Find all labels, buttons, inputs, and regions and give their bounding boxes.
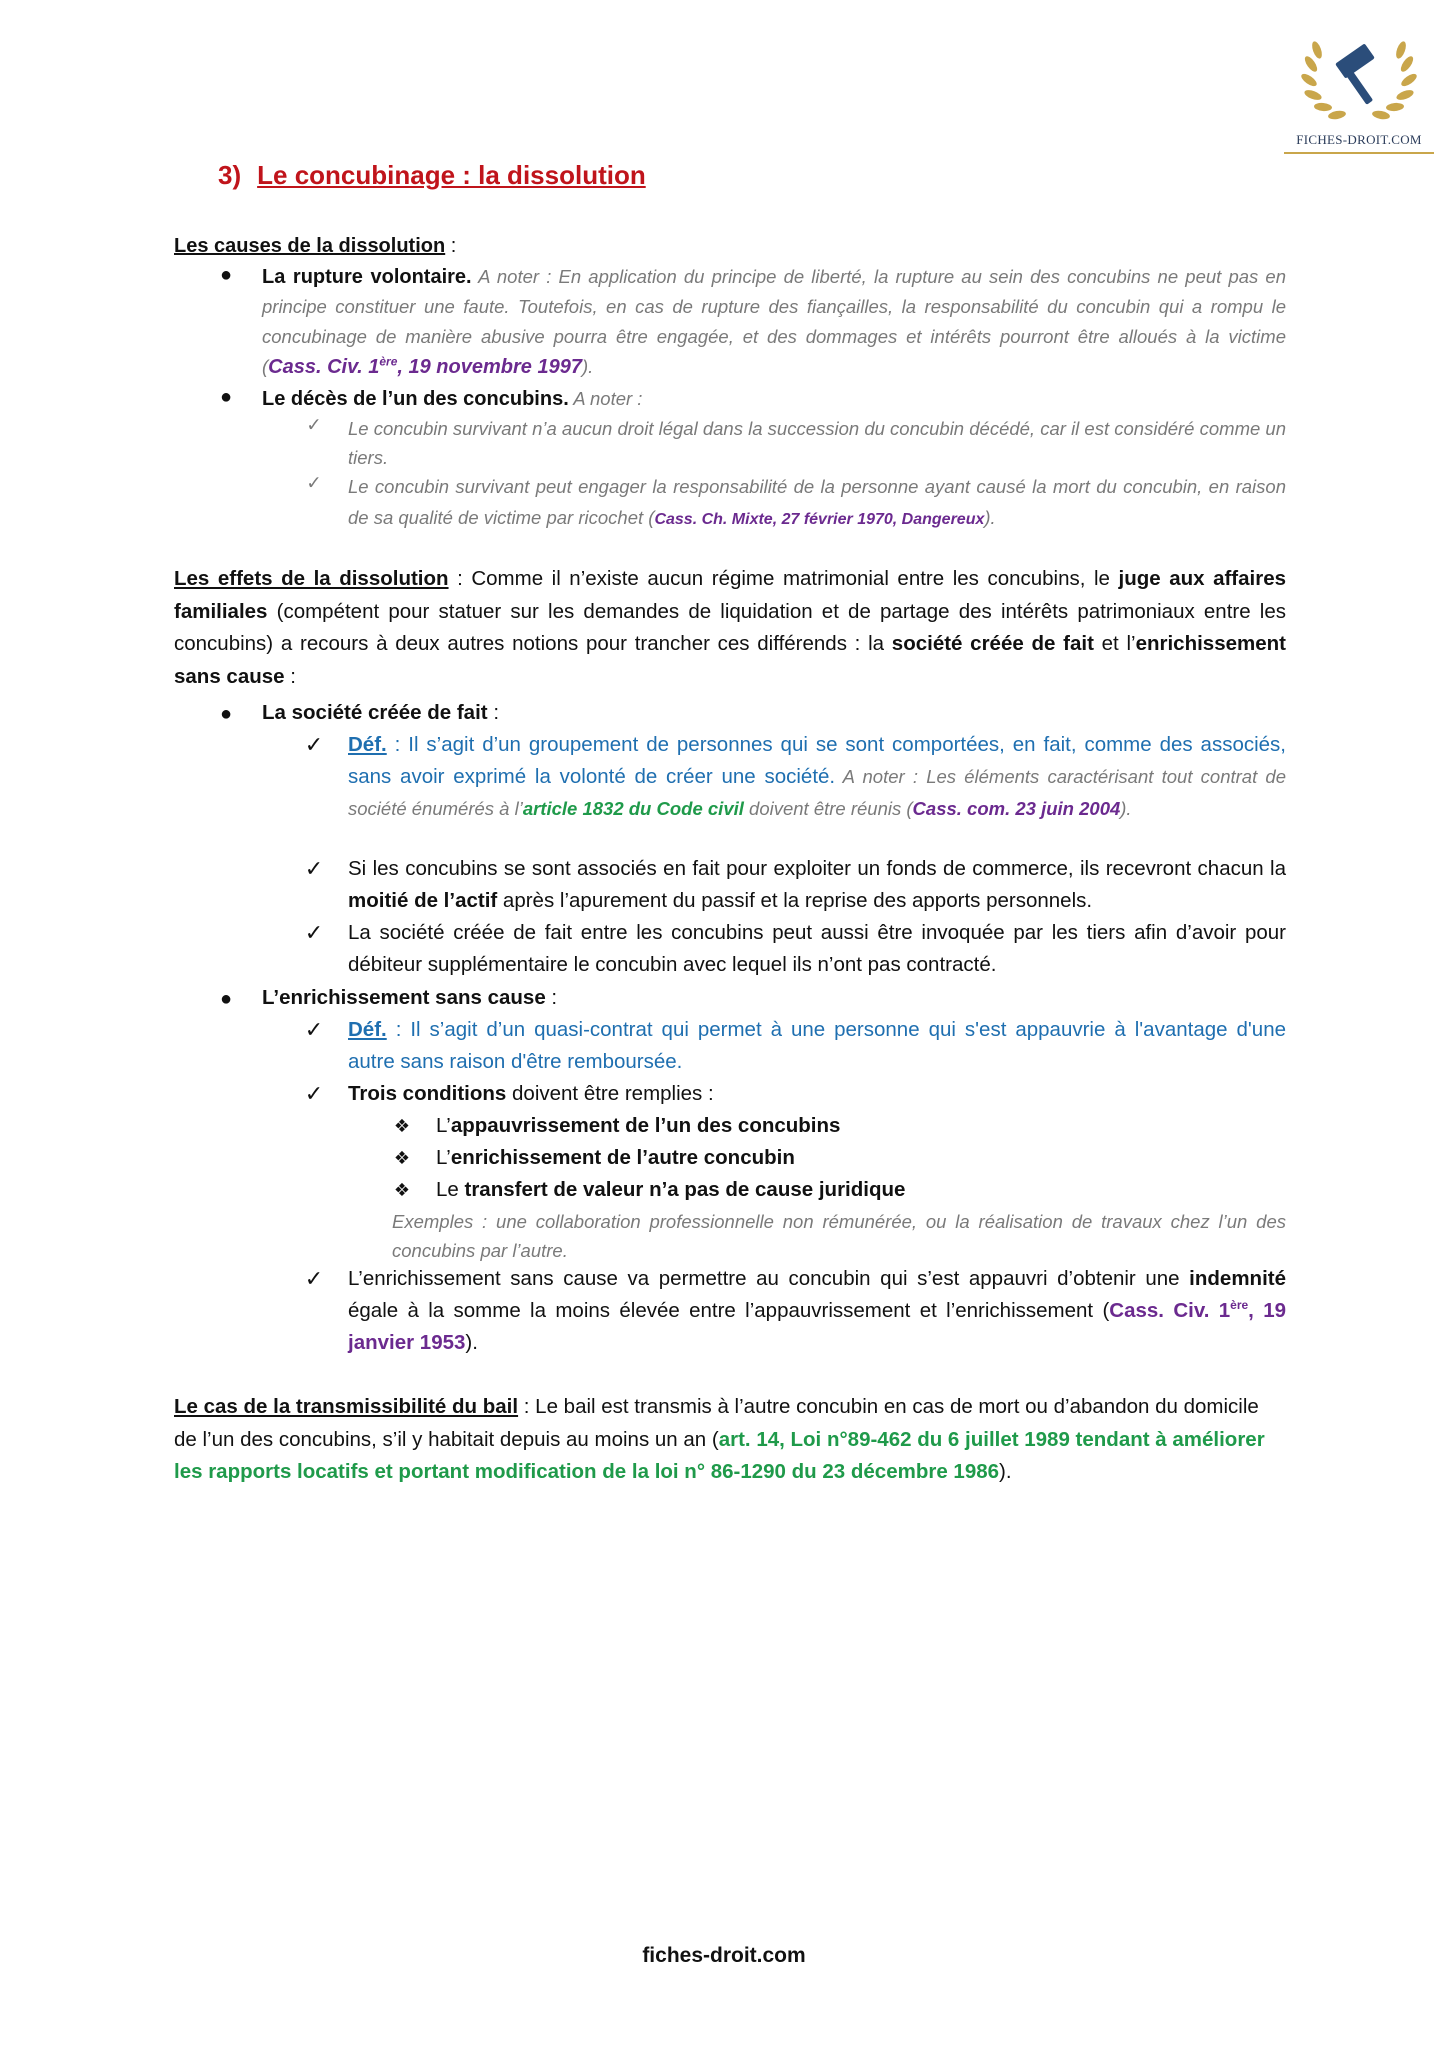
condition-3: ❖ Le transfert de valeur n’a pas de cause juridique bbox=[390, 1174, 1286, 1206]
bullet-icon: ● bbox=[219, 386, 233, 408]
check-icon: ✓ bbox=[306, 472, 322, 493]
condition-1: ❖ L’appauvrissement de l’un des concubins bbox=[390, 1110, 1286, 1142]
citation: Cass. Civ. 1ère, 19 janvier 1953 bbox=[348, 1298, 1287, 1354]
law-reference: art. 14, Loi n°89-462 du 6 juillet 1989 tendant à améliorer les rapports locatifs et portant modification de la loi n° 86-1290 du 23 décembre 1986 bbox=[174, 1427, 1265, 1483]
examples-note: Exemples : une collaboration professionnelle non rémunérée, ou la réalisation de travaux chez l’un des concubins par l’autre. bbox=[392, 1211, 1286, 1261]
check-icon: ✓ bbox=[304, 1017, 324, 1042]
laurel-gavel-icon bbox=[1289, 30, 1429, 130]
page-footer: fiches-droit.com bbox=[642, 1944, 806, 1967]
check-icon: ✓ bbox=[304, 1266, 324, 1291]
enrichissement-indemnite: ✓ L’enrichissement sans cause va permettre au concubin qui s’est appauvri d’obtenir une indemnité égale à la somme la moins élevée entre l’appauvrissement et l’enrichissement (Cass. Civ. 1ère, 19 janvier 1953). bbox=[302, 1263, 1286, 1359]
check-icon: ✓ bbox=[304, 732, 324, 757]
check-icon: ✓ bbox=[304, 856, 324, 881]
check-icon: ✓ bbox=[304, 920, 324, 945]
list-item-rupture: ● La rupture volontaire. A noter : En application du principe de liberté, la rupture au sein des concubins ne peut pas en principe constituer une faute. Toutefois, en cas de rupture des fiançailles, la responsabilité du concubin qui a rompu le concubinage de manière abusive pourra être engagée, et des dommages et intérêts pourront être alloués à la victime (Cass. Civ. 1ère, 19 novembre 1997). bbox=[216, 262, 1286, 382]
list-item-societe: ● La société créée de fait : bbox=[216, 697, 1286, 729]
section-title bbox=[218, 160, 646, 191]
section-title-text: Le concubinage : la dissolution bbox=[257, 160, 646, 190]
sub-item-ricochet: ✓ Le concubin survivant peut engager la responsabilité de la personne ayant causé la mort du concubin, en raison de sa qualité de victime par ricochet (Cass. Ch. Mixte, 27 février 1970, Dangereux). bbox=[302, 472, 1286, 534]
diamond-bullet-icon: ❖ bbox=[393, 1180, 411, 1200]
citation: Cass. com. 23 juin 2004 bbox=[912, 798, 1121, 819]
list-item-deces: ● Le décès de l’un des concubins. A noter : bbox=[216, 384, 1286, 414]
effets-heading: Les effets de la dissolution bbox=[174, 567, 449, 590]
effets-paragraph: Les effets de la dissolution : Comme il n’existe aucun régime matrimonial entre les concubins, le juge aux affaires familiales (compétent pour statuer sur les demandes de liquidation et de partage des intérêts patrimoniaux entre les concubins) a recours à deux autres notions pour trancher ces différends : la société créée de fait et l’enrichissement sans cause : bbox=[174, 567, 1287, 688]
societe-tiers: ✓ La société créée de fait entre les concubins peut aussi être invoquée par les tiers afin d’avoir pour débiteur supplémentaire le concubin avec lequel ils n’ont pas contracté. bbox=[302, 917, 1286, 981]
societe-definition: ✓ Déf. : Il s’agit d’un groupement de personnes qui se sont comportées, en fait, comme des associés, sans avoir exprimé la volonté de créer une société. A noter : Les éléments caractérisant tout contrat de société énumérés à l’article 1832 du Code civil doivent être réunis (Cass. com. 23 juin 2004). bbox=[302, 729, 1286, 825]
causes-heading-row: Les causes de la dissolution : bbox=[174, 235, 457, 257]
diamond-bullet-icon: ❖ bbox=[393, 1148, 411, 1168]
logo-text: FICHES-DROIT.COM bbox=[1296, 132, 1422, 147]
citation: Cass. Civ. 1ère, 19 novembre 1997 bbox=[268, 354, 582, 378]
bail-heading: Le cas de la transmissibilité du bail bbox=[174, 1395, 519, 1418]
check-icon: ✓ bbox=[304, 1081, 324, 1106]
sub-item-succession: ✓ Le concubin survivant n’a aucun droit légal dans la succession du concubin décédé, car il est considéré comme un tiers. bbox=[302, 414, 1286, 472]
article-reference: article 1832 du Code civil bbox=[522, 798, 744, 819]
bullet-icon: ● bbox=[219, 988, 233, 1010]
enrichissement-conditions: ✓ Trois conditions doivent être remplies : bbox=[302, 1078, 1286, 1110]
bullet-icon: ● bbox=[219, 264, 233, 286]
societe-fonds-commerce: ✓ Si les concubins se sont associés en fait pour exploiter un fonds de commerce, ils recevront chacun la moitié de l’actif après l’apurement du passif et la reprise des apports personnels. bbox=[302, 853, 1286, 917]
list-item-enrichissement: ● L’enrichissement sans cause : bbox=[216, 982, 1286, 1014]
fiches-droit-logo bbox=[1284, 30, 1434, 160]
condition-2: ❖ L’enrichissement de l’autre concubin bbox=[390, 1142, 1286, 1174]
section-number: 3) bbox=[218, 160, 242, 190]
causes-heading: Les causes de la dissolution bbox=[174, 235, 446, 257]
diamond-bullet-icon: ❖ bbox=[393, 1116, 411, 1136]
bail-paragraph: Le cas de la transmissibilité du bail : Le bail est transmis à l’autre concubin en cas de mort ou d’abandon du domicile de l’un des concubins, s’il y habitait depuis au moins un an (art. 14, Loi n°89-462 du 6 juillet 1989 tendant à améliorer les rapports locatifs et portant modification de la loi n° 86-1290 du 23 décembre 1986). bbox=[174, 1395, 1265, 1483]
logo-underline bbox=[1284, 152, 1434, 154]
bullet-icon: ● bbox=[219, 703, 233, 725]
enrichissement-definition: ✓ Déf. : Il s’agit d’un quasi-contrat qui permet à une personne qui s'est appauvrie à l'avantage d'une autre sans raison d'être remboursée. bbox=[302, 1014, 1286, 1078]
check-icon: ✓ bbox=[306, 414, 322, 435]
citation: Cass. Ch. Mixte, 27 février 1970, Dangereux bbox=[654, 511, 985, 528]
